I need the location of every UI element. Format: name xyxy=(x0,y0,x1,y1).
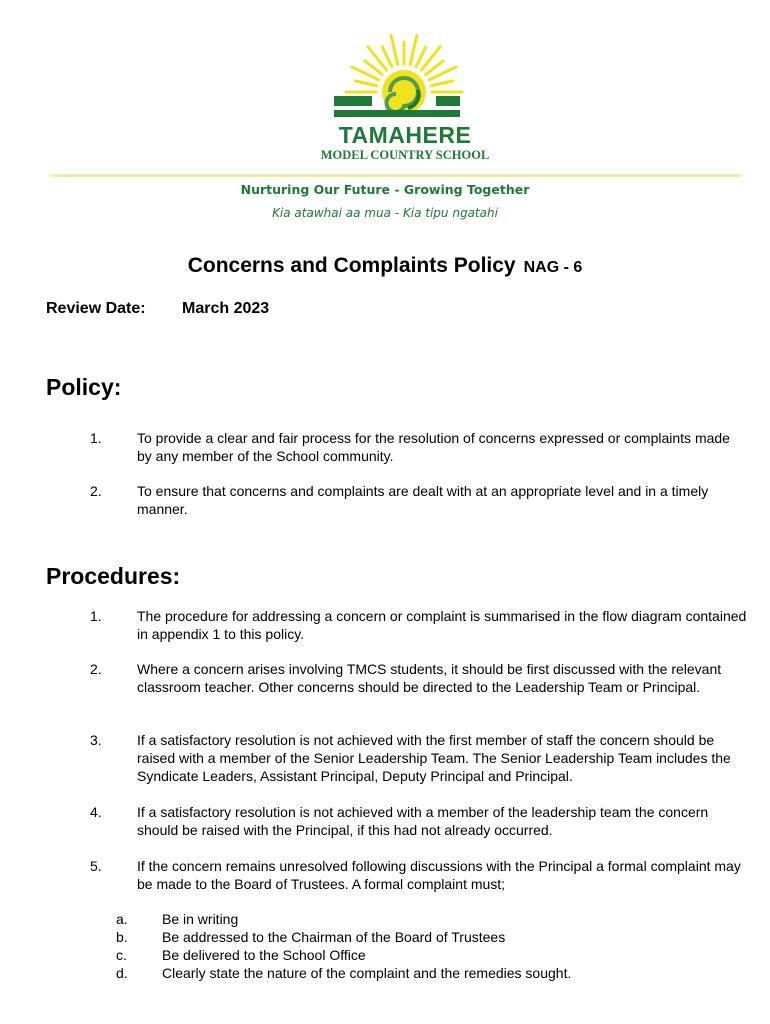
sub-item-text: Be delivered to the School Office xyxy=(162,947,366,963)
sub-item-letter: d. xyxy=(116,965,128,981)
sub-item-text: Be addressed to the Chairman of the Board of Trustees xyxy=(162,929,506,945)
procedures-heading: Procedures: xyxy=(46,563,181,589)
item-text: The procedure for addressing a concern or complaint is summarised in the flow diagram contained in appendix 1 to this policy. xyxy=(137,608,747,642)
policy-heading: Policy: xyxy=(46,374,122,400)
item-text: Where a concern arises involving TMCS students, it should be first discussed with the relevant classroom teacher. Other concerns should be directed to the Leadership Team or Principal. xyxy=(137,661,722,695)
school-logo xyxy=(320,30,500,170)
review-date-label: Review Date: xyxy=(46,300,146,317)
sunrise-koru-icon xyxy=(320,30,500,130)
sub-item-letter: b. xyxy=(116,929,128,945)
sun-ray xyxy=(355,81,376,86)
sun-ray xyxy=(431,81,452,86)
sub-item-text: Clearly state the nature of the complaint and the remedies sought. xyxy=(162,965,572,981)
school-name: TAMAHERE xyxy=(338,122,472,148)
item-text: If the concern remains unresolved following discussions with the Principal a formal complaint may be made to the Board of Trustees. A formal complaint must; xyxy=(137,858,741,892)
item-text: To ensure that concerns and complaints are dealt with at an appropriate level and in a timely manner. xyxy=(137,483,709,517)
sun-ray xyxy=(416,47,426,67)
sub-item-letter: c. xyxy=(116,947,127,963)
item-number: 2. xyxy=(90,483,102,499)
document-title: Concerns and Complaints Policy xyxy=(187,254,516,277)
item-number: 1. xyxy=(90,608,102,624)
sub-item-letter: a. xyxy=(116,911,128,927)
header-divider xyxy=(50,174,742,177)
school-motto-maori: Kia atawhai aa mua - Kia tipu ngatahi xyxy=(272,206,498,220)
item-number: 1. xyxy=(90,430,102,446)
sub-item-text: Be in writing xyxy=(162,911,239,927)
sun-ray xyxy=(391,35,398,64)
school-motto: Nurturing Our Future - Growing Together xyxy=(240,182,530,197)
item-number: 4. xyxy=(90,804,102,820)
document-title-line xyxy=(0,254,770,278)
sun-ray xyxy=(410,35,417,64)
item-text: If a satisfactory resolution is not achieved with the first member of staff the concern should be raised with a member of the Senior Leadership Team. The Senior Leadership Team includes the Syndicate Leaders, Assistant Principal, Deputy Principal and Principal. xyxy=(137,732,731,784)
item-number: 5. xyxy=(90,858,102,874)
document-code: NAG - 6 xyxy=(523,259,583,276)
item-text: To provide a clear and fair process for the resolution of concerns expressed or complaints made by any member of the School community. xyxy=(137,430,730,464)
sun-ray xyxy=(382,47,392,67)
review-date-value: March 2023 xyxy=(182,300,270,317)
school-subtitle: MODEL COUNTRY SCHOOL xyxy=(320,148,490,162)
item-text: If a satisfactory resolution is not achieved with a member of the leadership team the concern should be raised with the Principal, if this had not already occurred. xyxy=(137,804,709,838)
item-number: 2. xyxy=(90,661,102,677)
item-number: 3. xyxy=(90,732,102,748)
